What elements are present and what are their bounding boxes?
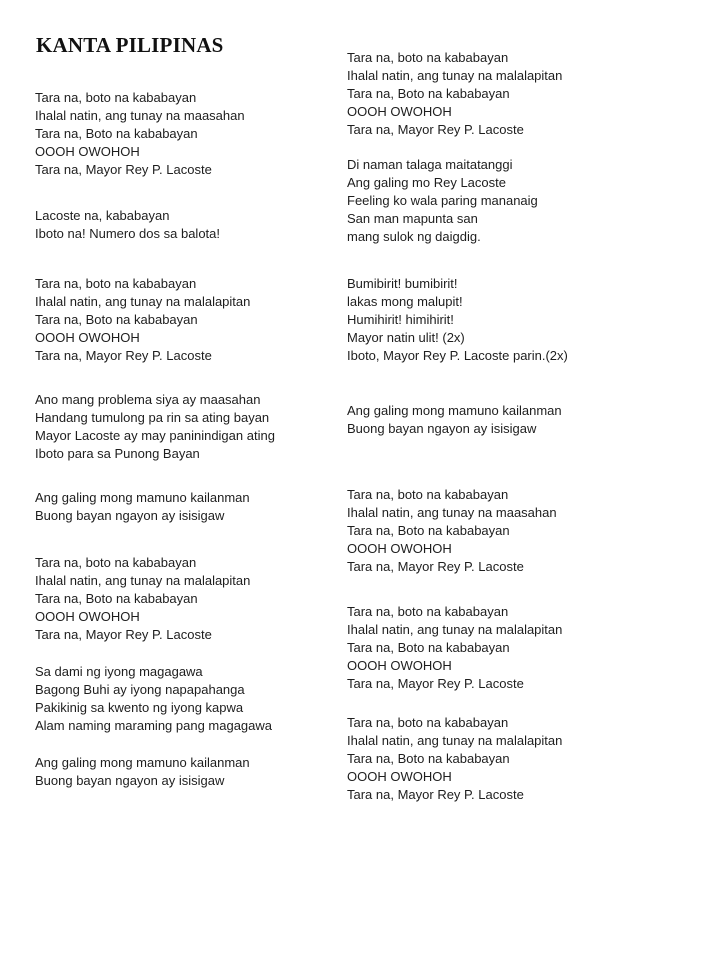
lyric-line: Ihalal natin, ang tunay na maasahan [35, 108, 245, 123]
lyric-line: Tara na, boto na kababayan [347, 487, 509, 502]
lyric-line: Ihalal natin, ang tunay na malalapitan [347, 68, 563, 83]
lyric-line: Buong bayan ngayon ay isisigaw [347, 421, 537, 436]
lyric-line: lakas mong malupit! [347, 294, 463, 309]
stanza [347, 603, 562, 693]
lyric-line: Tara na, Mayor Rey P. Lacoste [347, 559, 524, 574]
lyric-line: Ano mang problema siya ay maasahan [35, 392, 261, 407]
lyric-line: Ang galing mong mamuno kailanman [35, 755, 250, 770]
lyric-line: Lacoste na, kababayan [35, 208, 170, 223]
lyric-line: Iboto para sa Punong Bayan [35, 446, 200, 461]
lyric-line: mang sulok ng daigdig. [347, 229, 481, 244]
lyric-line: Tara na, Boto na kababayan [347, 640, 510, 655]
lyric-line: OOOH OWOHOH [347, 769, 452, 784]
lyric-line: Tara na, Mayor Rey P. Lacoste [35, 348, 212, 363]
lyric-line: Buong bayan ngayon ay isisigaw [35, 773, 225, 788]
lyric-line: Bumibirit! bumibirit! [347, 276, 458, 291]
stanza [347, 156, 538, 246]
lyric-line: Tara na, Boto na kababayan [347, 86, 510, 101]
stanza [347, 275, 568, 365]
lyric-line: Humihirit! himihirit! [347, 312, 454, 327]
lyric-line: Di naman talaga maitatanggi [347, 157, 513, 172]
lyric-line: Tara na, Mayor Rey P. Lacoste [347, 122, 524, 137]
stanza [35, 207, 220, 243]
lyric-line: Ang galing mong mamuno kailanman [35, 490, 250, 505]
lyric-line: Buong bayan ngayon ay isisigaw [35, 508, 225, 523]
lyric-line: Tara na, Boto na kababayan [35, 591, 198, 606]
lyric-line: OOOH OWOHOH [347, 541, 452, 556]
lyric-line: Tara na, Boto na kababayan [35, 312, 198, 327]
lyric-line: Ihalal natin, ang tunay na maasahan [347, 505, 557, 520]
lyric-line: Tara na, boto na kababayan [35, 276, 197, 291]
lyric-line: Tara na, boto na kababayan [35, 90, 197, 105]
lyric-line: Tara na, Boto na kababayan [347, 751, 510, 766]
lyric-line: Tara na, boto na kababayan [347, 715, 509, 730]
lyric-line: Ihalal natin, ang tunay na malalapitan [347, 733, 563, 748]
lyric-line: OOOH OWOHOH [35, 330, 140, 345]
lyric-line: Handang tumulong pa rin sa ating bayan [35, 410, 270, 425]
lyric-line: OOOH OWOHOH [347, 658, 452, 673]
lyric-line: Tara na, Mayor Rey P. Lacoste [35, 627, 212, 642]
lyric-line: Iboto, Mayor Rey P. Lacoste parin.(2x) [347, 348, 568, 363]
lyric-line: Tara na, boto na kababayan [35, 555, 197, 570]
stanza [347, 49, 562, 139]
stanza [347, 486, 557, 576]
lyric-line: Iboto na! Numero dos sa balota! [35, 226, 221, 241]
lyric-line: Ang galing mong mamuno kailanman [347, 403, 562, 418]
stanza [35, 391, 275, 463]
stanza [35, 275, 250, 365]
lyric-line: San man mapunta san [347, 211, 478, 226]
lyric-line: Ihalal natin, ang tunay na malalapitan [35, 294, 251, 309]
stanza [35, 663, 272, 735]
lyric-line: Mayor natin ulit! (2x) [347, 330, 465, 345]
lyric-line: Ang galing mo Rey Lacoste [347, 175, 506, 190]
stanza [347, 402, 562, 438]
stanza [347, 714, 562, 804]
lyric-line: Alam naming maraming pang magagawa [35, 718, 273, 733]
lyric-line: Bagong Buhi ay iyong napapahanga [35, 682, 245, 697]
stanza [35, 754, 250, 790]
lyric-line: Sa dami ng iyong magagawa [35, 664, 203, 679]
lyric-line: Tara na, Mayor Rey P. Lacoste [347, 787, 524, 802]
stanza [35, 489, 250, 525]
lyric-line: Ihalal natin, ang tunay na malalapitan [35, 573, 251, 588]
lyric-line: Tara na, Boto na kababayan [347, 523, 510, 538]
lyric-line: Tara na, boto na kababayan [347, 604, 509, 619]
lyric-line: Tara na, boto na kababayan [347, 50, 509, 65]
lyric-line: Ihalal natin, ang tunay na malalapitan [347, 622, 563, 637]
lyric-line: OOOH OWOHOH [35, 144, 140, 159]
lyric-line: Tara na, Mayor Rey P. Lacoste [35, 162, 212, 177]
lyric-line: OOOH OWOHOH [347, 104, 452, 119]
lyric-line: Tara na, Boto na kababayan [35, 126, 198, 141]
lyric-line: OOOH OWOHOH [35, 609, 140, 624]
lyric-line: Pakikinig sa kwento ng iyong kapwa [35, 700, 244, 715]
page-title: KANTA PILIPINAS [36, 33, 224, 57]
lyric-line: Tara na, Mayor Rey P. Lacoste [347, 676, 524, 691]
lyric-line: Feeling ko wala paring mananaig [347, 193, 538, 208]
stanza [35, 554, 250, 644]
lyric-line: Mayor Lacoste ay may paninindigan ating [35, 428, 275, 443]
stanza [35, 89, 245, 179]
